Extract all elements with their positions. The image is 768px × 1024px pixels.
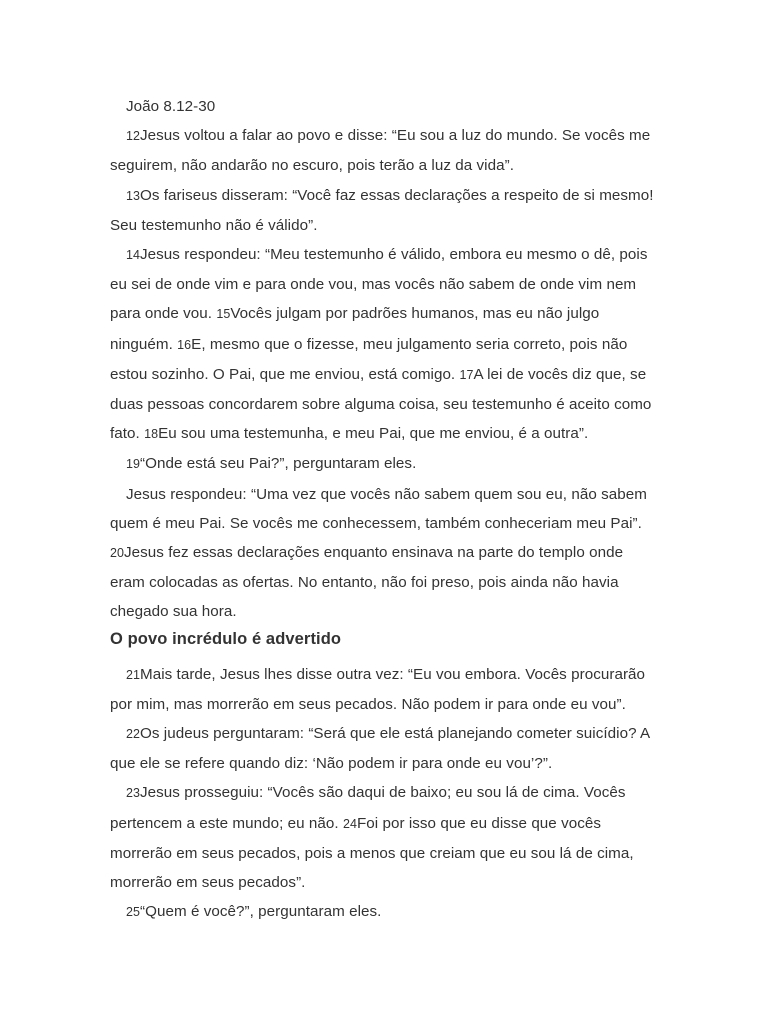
verse-12 [110, 121, 662, 180]
verse-text: Eu sou uma testemunha, e meu Pai, que me enviou, é a outra”. [158, 425, 589, 443]
verse-text: A lei de vocês diz que, se duas pessoas concordarem sobre alguma coisa, seu testemunho é aceito como fato. [110, 365, 652, 443]
verse-text: Jesus prosseguiu: “Vocês são daqui de baixo; eu sou lá de cima. Vocês pertencem a este mundo; eu não. [110, 784, 626, 832]
verse-number: 20 [110, 546, 125, 561]
verses-23-24 [110, 778, 662, 897]
verse-21 [110, 660, 662, 719]
section-heading: O povo incrédulo é advertido [110, 629, 342, 648]
verse-19 [110, 449, 662, 479]
verse-text: “Onde está seu Pai?”, perguntaram eles. [140, 455, 417, 473]
verse-text: Os fariseus disseram: “Você faz essas declarações a respeito de si mesmo! Seu testemunho não é válido”. [110, 186, 654, 234]
verse-number: 17 [459, 367, 474, 382]
verse-text: Jesus respondeu: “Meu testemunho é válido, embora eu mesmo o dê, pois eu sei de onde vim e para onde vou, mas vocês não sabem de onde vim nem para onde vou. [110, 246, 648, 323]
verse-number: 12 [126, 129, 141, 144]
verse-text: Jesus fez essas declarações enquanto ensinava na parte do templo onde eram colocadas as ofertas. No entanto, não foi preso, pois ainda não havia chegado sua hora. [110, 544, 624, 621]
verse-text: Mais tarde, Jesus lhes disse outra vez: “Eu vou embora. Vocês procurarão por mim, mas morrerão em seus pecados. Não podem ir para onde eu vou”. [110, 665, 646, 713]
verse-number: 19 [126, 457, 141, 472]
verse-text: Jesus voltou a falar ao povo e disse: “Eu sou a luz do mundo. Se vocês me seguirem, não andarão no escuro, pois terão a luz da vida”. [110, 127, 651, 175]
verse-number: 13 [126, 188, 141, 203]
verses-19-20 [110, 480, 662, 627]
verse-number: 14 [126, 248, 141, 263]
verse-text: E, mesmo que o fizesse, meu julgamento seria correto, pois não estou sozinho. O Pai, que me enviou, está comigo. [110, 335, 628, 383]
verse-text: “Quem é você?”, perguntaram eles. [140, 903, 382, 921]
verse-number: 15 [216, 307, 231, 322]
passage-reference: João 8.12-30 [126, 98, 216, 115]
verse-text: Jesus respondeu: “Uma vez que vocês não sabem quem sou eu, não sabem quem é meu Pai. Se vocês me conhecessem, também conheceriam meu Pai”. [110, 485, 647, 532]
verses-14-18 [110, 240, 662, 449]
verse-text: Vocês julgam por padrões humanos, mas eu não julgo ninguém. [110, 305, 600, 353]
verse-number: 18 [144, 427, 159, 442]
verse-text: Os judeus perguntaram: “Será que ele está planejando cometer suicídio? A que ele se refere quando diz: ‘Não podem ir para onde eu vou’?”. [110, 725, 650, 773]
verse-number: 24 [342, 816, 357, 831]
verse-22 [110, 719, 662, 778]
verse-25 [110, 897, 662, 927]
verse-13 [110, 181, 662, 240]
document-page [110, 92, 662, 927]
verse-number: 23 [126, 786, 141, 801]
verse-text: Foi por isso que eu disse que vocês morrerão em seus pecados, pois a menos que creiam que eu sou lá de cima, morrerão em seus pecados”. [110, 814, 634, 892]
verse-number: 16 [177, 337, 192, 352]
verse-number: 25 [126, 905, 141, 920]
verse-number: 21 [126, 667, 141, 682]
verse-number: 22 [126, 727, 141, 742]
